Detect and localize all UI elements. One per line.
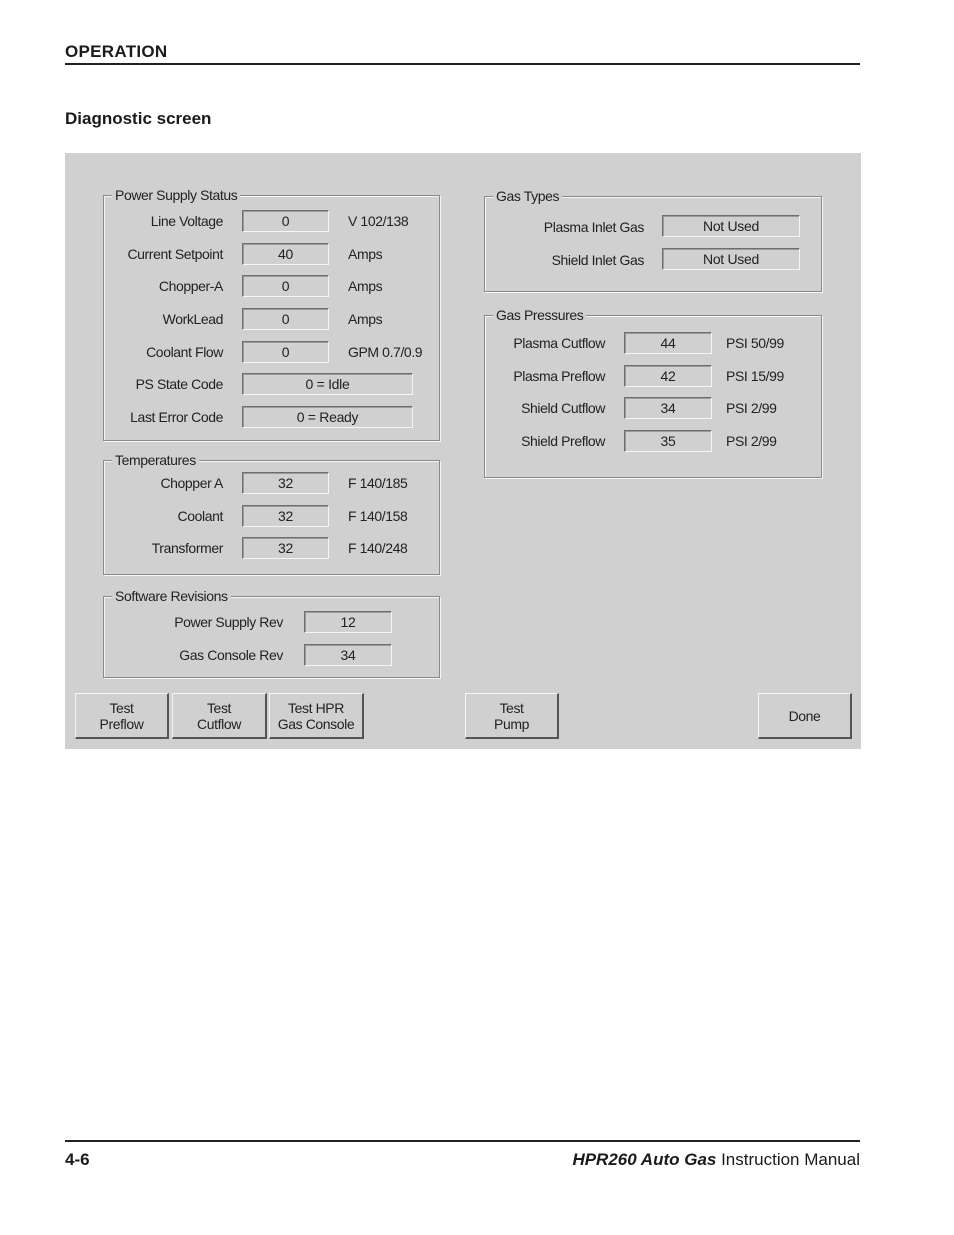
diagnostic-screen <box>65 153 861 749</box>
test-cutflow-line2: Cutflow <box>197 715 241 732</box>
line-voltage-unit: V 102/138 <box>348 213 409 229</box>
line-voltage-field: 0 <box>242 210 329 232</box>
coolant-flow-field: 0 <box>242 341 329 363</box>
test-cutflow-line1: Test <box>206 699 232 716</box>
test-pump-line2: Pump <box>494 715 529 732</box>
line-voltage-label: Line Voltage <box>150 213 223 229</box>
test-preflow-button[interactable] <box>75 693 169 739</box>
gas-console-rev-label: Gas Console Rev <box>179 647 283 663</box>
current-setpoint-field: 40 <box>242 243 329 265</box>
test-hpr-line1: Test HPR <box>288 699 344 716</box>
header-rule <box>65 63 860 65</box>
test-preflow-line2: Preflow <box>99 715 144 732</box>
power-supply-rev-field: 12 <box>304 611 392 633</box>
shield-preflow-field: 35 <box>624 430 712 452</box>
plasma-cutflow-label: Plasma Cutflow <box>513 335 605 351</box>
shield-inlet-gas-field: Not Used <box>662 248 800 270</box>
test-hpr-gas-console-button[interactable] <box>269 693 364 739</box>
page-number: 4-6 <box>65 1150 90 1169</box>
chopper-a-label: Chopper-A <box>158 278 223 294</box>
gas-types-group <box>484 188 822 292</box>
shield-cutflow-label: Shield Cutflow <box>521 400 605 416</box>
plasma-inlet-gas-field: Not Used <box>662 215 800 237</box>
worklead-field: 0 <box>242 308 329 330</box>
power-supply-rev-label: Power Supply Rev <box>174 614 283 630</box>
chopper-a-field: 0 <box>242 275 329 297</box>
footer-rule <box>65 1140 860 1142</box>
plasma-cutflow-unit: PSI 50/99 <box>726 335 784 351</box>
done-label: Done <box>788 707 821 724</box>
page-subtitle: Diagnostic screen <box>65 109 212 128</box>
shield-cutflow-unit: PSI 2/99 <box>726 400 777 416</box>
current-setpoint-unit: Amps <box>348 246 383 262</box>
shield-preflow-label: Shield Preflow <box>521 433 605 449</box>
shield-cutflow-field: 34 <box>624 397 712 419</box>
last-error-code-label: Last Error Code <box>130 409 223 425</box>
worklead-unit: Amps <box>348 311 383 327</box>
plasma-cutflow-field: 44 <box>624 332 712 354</box>
worklead-label: WorkLead <box>162 311 223 327</box>
done-button[interactable] <box>758 693 852 739</box>
shield-preflow-unit: PSI 2/99 <box>726 433 777 449</box>
temp-coolant-unit: F 140/158 <box>348 508 408 524</box>
coolant-flow-label: Coolant Flow <box>146 344 223 360</box>
ps-state-code-field: 0 = Idle <box>242 373 413 395</box>
ps-state-code-label: PS State Code <box>135 376 223 392</box>
chopper-a-unit: Amps <box>348 278 383 294</box>
plasma-preflow-label: Plasma Preflow <box>513 368 605 384</box>
temperatures-legend: Temperatures <box>112 451 199 469</box>
temp-coolant-label: Coolant <box>177 508 223 524</box>
section-title: OPERATION <box>65 42 168 61</box>
footer-product: HPR260 Auto Gas <box>572 1150 717 1169</box>
test-cutflow-button[interactable] <box>172 693 267 739</box>
temp-coolant-field: 32 <box>242 505 329 527</box>
current-setpoint-label: Current Setpoint <box>127 246 223 262</box>
test-pump-line1: Test <box>499 699 524 716</box>
power-supply-status-legend: Power Supply Status <box>112 186 240 204</box>
coolant-flow-unit: GPM 0.7/0.9 <box>348 344 423 360</box>
footer-manual-title <box>572 1150 860 1170</box>
temp-chopper-a-unit: F 140/185 <box>348 475 408 491</box>
plasma-preflow-field: 42 <box>624 365 712 387</box>
temp-chopper-a-label: Chopper A <box>160 475 223 491</box>
plasma-preflow-unit: PSI 15/99 <box>726 368 784 384</box>
gas-pressures-legend: Gas Pressures <box>493 306 586 324</box>
test-hpr-line2: Gas Console <box>277 715 355 732</box>
test-preflow-line1: Test <box>109 699 134 716</box>
temp-transformer-label: Transformer <box>151 540 223 556</box>
temp-transformer-unit: F 140/248 <box>348 540 408 556</box>
gas-console-rev-field: 34 <box>304 644 392 666</box>
footer-manual: Instruction Manual <box>716 1150 860 1169</box>
temp-transformer-field: 32 <box>242 537 329 559</box>
last-error-code-field: 0 = Ready <box>242 406 413 428</box>
gas-types-legend: Gas Types <box>493 187 562 205</box>
shield-inlet-gas-label: Shield Inlet Gas <box>551 252 644 268</box>
test-pump-button[interactable] <box>465 693 559 739</box>
software-revisions-legend: Software Revisions <box>112 587 231 605</box>
temp-chopper-a-field: 32 <box>242 472 329 494</box>
plasma-inlet-gas-label: Plasma Inlet Gas <box>543 219 644 235</box>
